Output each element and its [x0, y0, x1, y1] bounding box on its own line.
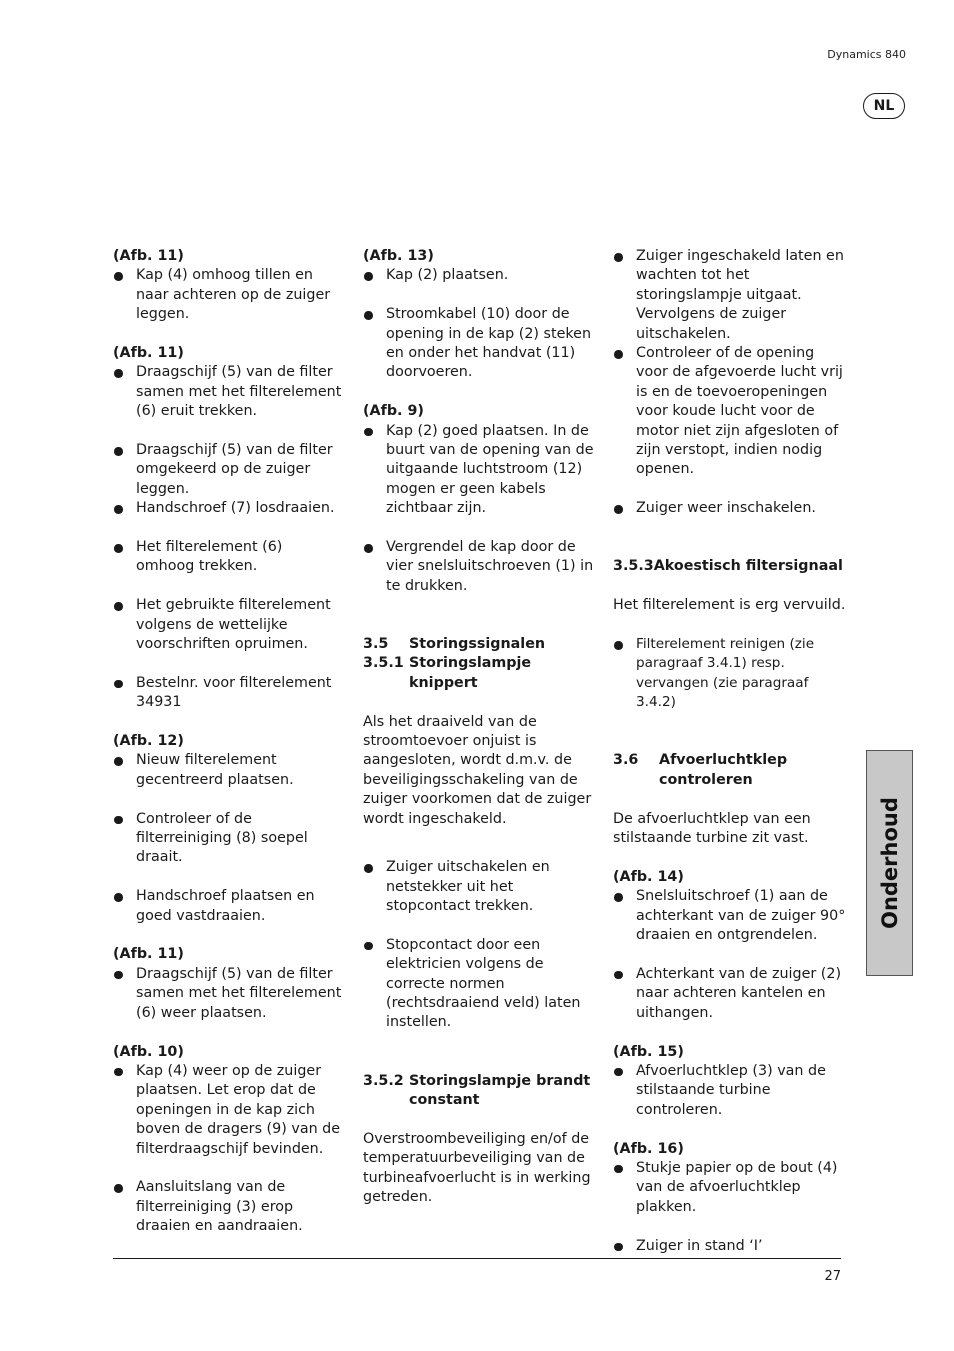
- figure-ref: (Afb. 9): [363, 403, 424, 420]
- instruction-block: [363, 936, 595, 1033]
- bullet-item: Draagschijf (5) van de filter omgekeerd op de zuiger leggen.: [113, 441, 345, 499]
- footer-rule: [113, 1258, 841, 1259]
- bullet-item: Aansluitslang van de filterreiniging (3) erop draaien en aandraaien.: [113, 1178, 345, 1236]
- bullet-item: Stopcontact door een elektricien volgens de correcte normen (rechtsdraaiend veld) laten instellen.: [363, 936, 595, 1033]
- bullet-item: Zuiger uitschakelen en netstekker uit het stopcontact trekken.: [363, 858, 595, 916]
- section-number: 3.5: [363, 636, 389, 653]
- page-number: 27: [824, 1269, 841, 1284]
- instruction-block: [113, 247, 345, 325]
- instruction-block: [113, 538, 345, 577]
- bullet-item: Kap (2) goed plaatsen. In de buurt van de opening van de uitgaande luchtstroom (12) mogen er geen kabels zichtbaar zijn.: [363, 422, 595, 519]
- figure-ref: (Afb. 11): [113, 345, 184, 362]
- bullet-item: Handschroef (7) losdraaien.: [113, 499, 345, 518]
- section-number: 3.5.2: [363, 1072, 404, 1089]
- bullet-item: Zuiger ingeschakeld laten en wachten tot het storingslampje uitgaat. Vervolgens de zuiger uitschakelen.: [613, 247, 848, 344]
- instruction-block: [613, 635, 848, 713]
- instruction-block: [113, 810, 345, 868]
- bullet-item: Zuiger weer inschakelen.: [613, 499, 848, 518]
- section-number: 3.6: [613, 752, 639, 769]
- paragraph: Als het draaiveld van de stroomtoevoer onjuist is aangesloten, wordt d.m.v. de beveiligingsschakeling van de zuiger voorkomen dat de zuiger wordt ingeschakeld.: [363, 713, 592, 827]
- figure-ref: (Afb. 16): [613, 1140, 684, 1157]
- column-2: [363, 247, 595, 1207]
- section-heading-block: [363, 1072, 595, 1111]
- instruction-block: [363, 402, 595, 518]
- section-title: Afvoerluchtklep controleren: [659, 752, 788, 788]
- instruction-block: [113, 674, 345, 713]
- instruction-block: [113, 596, 345, 654]
- instruction-block: [613, 247, 848, 480]
- paragraph: Overstroombeveiliging en/of de temperatuurbeveiliging van de turbineafvoerlucht is in werking getreden.: [363, 1130, 591, 1205]
- bullet-item: Achterkant van de zuiger (2) naar achteren kantelen en uithangen.: [613, 965, 848, 1023]
- bullet-item: Kap (4) omhoog tillen en naar achteren op de zuiger leggen.: [113, 266, 345, 324]
- instruction-block: [613, 1237, 848, 1256]
- instruction-block: [113, 1178, 345, 1236]
- figure-ref: (Afb. 14): [613, 868, 684, 885]
- section-heading-block: [613, 751, 848, 790]
- bullet-item: Stroomkabel (10) door de opening in de kap (2) steken en onder het handvat (11) doorvoeren.: [363, 305, 595, 383]
- instruction-block: [113, 441, 345, 519]
- bullet-item: Afvoerluchtklep (3) van de stilstaande turbine controleren.: [613, 1062, 848, 1120]
- figure-ref: (Afb. 13): [363, 248, 434, 264]
- figure-ref: (Afb. 15): [613, 1043, 684, 1060]
- chapter-tab-label: Onderhoud: [877, 797, 902, 929]
- bullet-item: Controleer of de opening voor de afgevoerde lucht vrij is en de toevoeropeningen voor koude lucht voor de motor niet zijn afgesloten of zijn verstopt, indien nodig openen.: [613, 344, 848, 480]
- column-1: [113, 247, 345, 1237]
- section-title: Akoestisch filtersignaal: [653, 558, 843, 575]
- bullet-item: Controleer of de filterreiniging (8) soepel draait.: [113, 810, 345, 868]
- instruction-block: [113, 945, 345, 1023]
- bullet-item: Kap (2) plaatsen.: [363, 266, 595, 285]
- section-title: Storingslampje knippert: [409, 655, 532, 691]
- language-badge: NL: [863, 93, 905, 119]
- model-name: Dynamics 840: [827, 48, 906, 61]
- paragraph: De afvoerluchtklep van een stilstaande turbine zit vast.: [613, 810, 811, 847]
- instruction-block: [113, 344, 345, 422]
- bullet-item: Nieuw filterelement gecentreerd plaatsen.: [113, 751, 345, 790]
- instruction-block: [363, 858, 595, 916]
- instruction-block: [613, 499, 848, 518]
- section-heading: [613, 751, 848, 790]
- section-heading: [613, 557, 848, 576]
- figure-ref: (Afb. 12): [113, 733, 184, 750]
- instruction-block: [113, 732, 345, 790]
- section-heading-block: [363, 635, 595, 693]
- bullet-item: Bestelnr. voor filterelement 34931: [113, 674, 345, 713]
- bullet-item: Het gebruikte filterelement volgens de wettelijke voorschriften opruimen.: [113, 596, 345, 654]
- figure-ref: (Afb. 10): [113, 1043, 184, 1060]
- section-heading: [363, 635, 595, 654]
- bullet-item: Filterelement reinigen (zie paragraaf 3.4.1) resp. vervangen (zie paragraaf 3.4.2): [613, 635, 848, 713]
- bullet-item: Kap (4) weer op de zuiger plaatsen. Let erop dat de openingen in de kap zich boven de dragers (9) van de filterdraagschijf bevinden.: [113, 1062, 345, 1159]
- instruction-block: [113, 1043, 345, 1159]
- figure-ref: (Afb. 11): [113, 946, 184, 963]
- bullet-item: Draagschijf (5) van de filter samen met het filterelement (6) weer plaatsen.: [113, 965, 345, 1023]
- bullet-item: Draagschijf (5) van de filter samen met het filterelement (6) eruit trekken.: [113, 363, 345, 421]
- instruction-block: [613, 868, 848, 946]
- instruction-block: [113, 887, 345, 926]
- section-title: Storingssignalen: [409, 636, 546, 653]
- section-title: Storingslampje brandt constant: [409, 1072, 591, 1108]
- section-number: 3.5.1: [363, 655, 404, 672]
- instruction-block: [363, 305, 595, 383]
- column-3: [613, 247, 848, 1256]
- bullet-item: Het filterelement (6) omhoog trekken.: [113, 538, 345, 577]
- bullet-item: Stukje papier op de bout (4) van de afvoerluchtklep plakken.: [613, 1159, 848, 1217]
- bullet-item: Vergrendel de kap door de vier snelsluitschroeven (1) in te drukken.: [363, 538, 595, 596]
- instruction-block: [613, 1140, 848, 1218]
- bullet-item: Snelsluitschroef (1) aan de achterkant van de zuiger 90° draaien en ontgrendelen.: [613, 887, 848, 945]
- bullet-item: Zuiger in stand ‘I’: [613, 1237, 848, 1256]
- instruction-block: [613, 965, 848, 1023]
- instruction-block: [363, 538, 595, 596]
- chapter-tab: [866, 750, 913, 976]
- paragraph: Het filterelement is erg vervuild.: [613, 597, 846, 614]
- instruction-block: [613, 1043, 848, 1121]
- figure-ref: (Afb. 11): [113, 248, 184, 264]
- section-heading-block: [613, 557, 848, 576]
- section-number: 3.5.3: [613, 558, 654, 575]
- section-heading: [363, 1072, 595, 1111]
- section-heading: [363, 654, 595, 693]
- bullet-item: Handschroef plaatsen en goed vastdraaien.: [113, 887, 345, 926]
- instruction-block: [363, 247, 595, 286]
